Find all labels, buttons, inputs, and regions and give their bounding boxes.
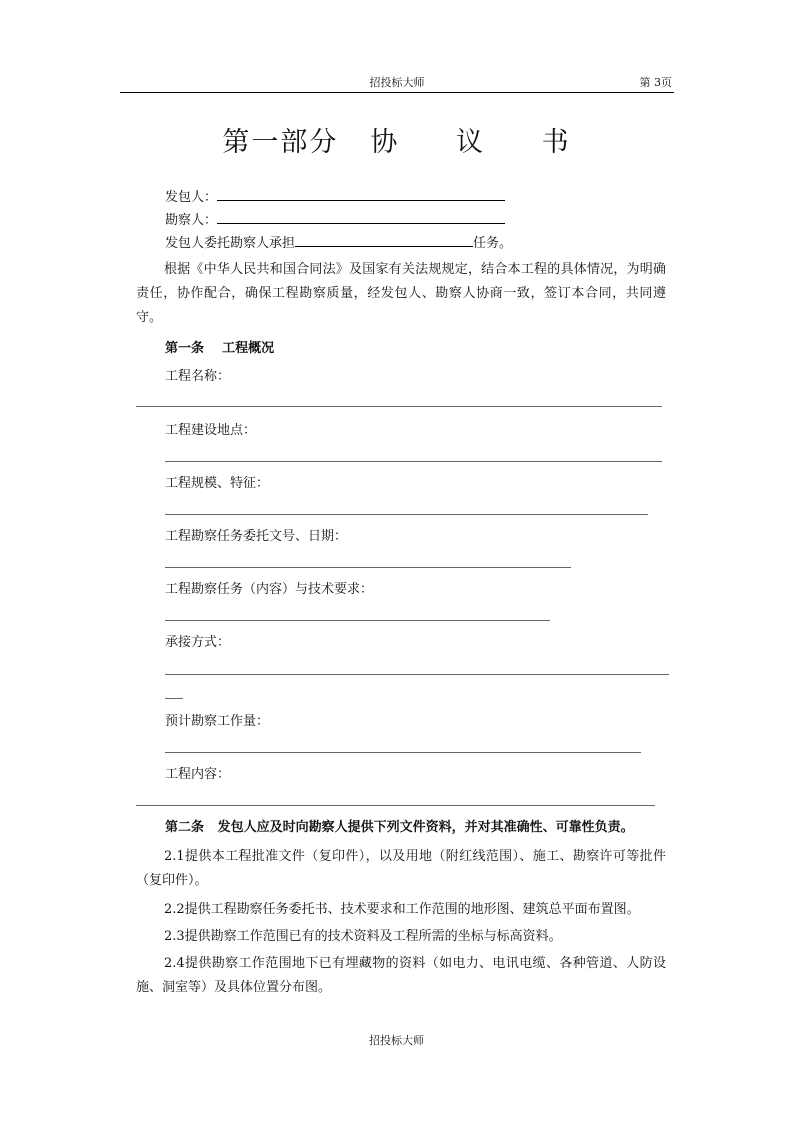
- blank-line-method-cont: [165, 698, 183, 699]
- employer-blank: [217, 186, 505, 201]
- field-workload: 预计勘察工作量：: [165, 714, 270, 729]
- title-word-3: 书: [541, 127, 571, 158]
- employer-line: [165, 186, 505, 207]
- blank-line-name: [136, 406, 662, 407]
- entrust-line: [165, 232, 512, 253]
- surveyor-blank: [217, 209, 505, 224]
- article2-heading: [165, 819, 634, 837]
- header-title: 招投标大师: [369, 76, 425, 89]
- article2-title: 发包人应及时向勘察人提供下列文件资料，并对其准确性、可靠性负责。: [217, 820, 634, 835]
- entrust-blank: [295, 232, 473, 247]
- field-doc-no: 工程勘察任务委托文号、日期：: [165, 529, 348, 544]
- title-word-1: 协: [370, 127, 400, 158]
- title-word-2: 议: [456, 127, 485, 158]
- blank-line-task: [165, 620, 550, 621]
- page-number: 第 3页: [639, 76, 672, 89]
- employer-label: 发包人：: [165, 190, 218, 205]
- article2-item-4: 2.4提供勘察工作范围地下已有埋藏物的资料（如电力、电讯电缆、各种管道、人防设施、洞室等）及具体位置分布图。: [136, 956, 666, 995]
- article2-number: 第二条: [165, 820, 205, 835]
- article1-title: 工程概况: [222, 341, 275, 356]
- article1-number: 第一条: [165, 341, 205, 356]
- article2-item-1: 2.1提供本工程批准文件（复印件），以及用地（附红线范围）、施工、勘察许可等批件（复印件）。: [136, 849, 666, 888]
- entrust-suffix: 任务。: [473, 236, 513, 251]
- blank-line-scale: [165, 514, 648, 515]
- blank-line-method: [165, 674, 669, 675]
- article1-heading: [165, 340, 274, 358]
- field-scale: 工程规模、特征：: [165, 476, 270, 491]
- blank-line-workload: [165, 752, 641, 753]
- surveyor-line: [165, 209, 505, 230]
- document-title: [0, 120, 793, 159]
- intro-paragraph: 根据《中华人民共和国合同法》及国家有关法规规定，结合本工程的具体情况，为明确责任，协作配合，确保工程勘察质量，经发包人、勘察人协商一致，签订本合同，共同遵守。: [136, 262, 666, 325]
- surveyor-label: 勘察人：: [165, 213, 218, 228]
- blank-line-content: [136, 805, 655, 806]
- field-task: 工程勘察任务（内容）与技术要求：: [165, 582, 374, 597]
- page-header: [120, 76, 674, 93]
- blank-line-doc-no: [165, 567, 571, 568]
- article2-item-2: 2.2提供工程勘察任务委托书、技术要求和工作范围的地形图、建筑总平面布置图。: [164, 902, 640, 917]
- entrust-prefix: 发包人委托勘察人承担: [165, 236, 296, 251]
- field-project-name: 工程名称：: [165, 369, 231, 384]
- field-method: 承接方式：: [165, 635, 231, 650]
- field-content: 工程内容：: [165, 767, 231, 782]
- blank-line-location: [165, 461, 662, 462]
- field-location: 工程建设地点：: [165, 423, 257, 438]
- page-footer: 招投标大师: [369, 1034, 424, 1047]
- title-part: 第一部分: [222, 127, 339, 158]
- article2-item-3: 2.3提供勘察工作范围已有的技术资料及工程所需的坐标与标高资料。: [164, 929, 562, 944]
